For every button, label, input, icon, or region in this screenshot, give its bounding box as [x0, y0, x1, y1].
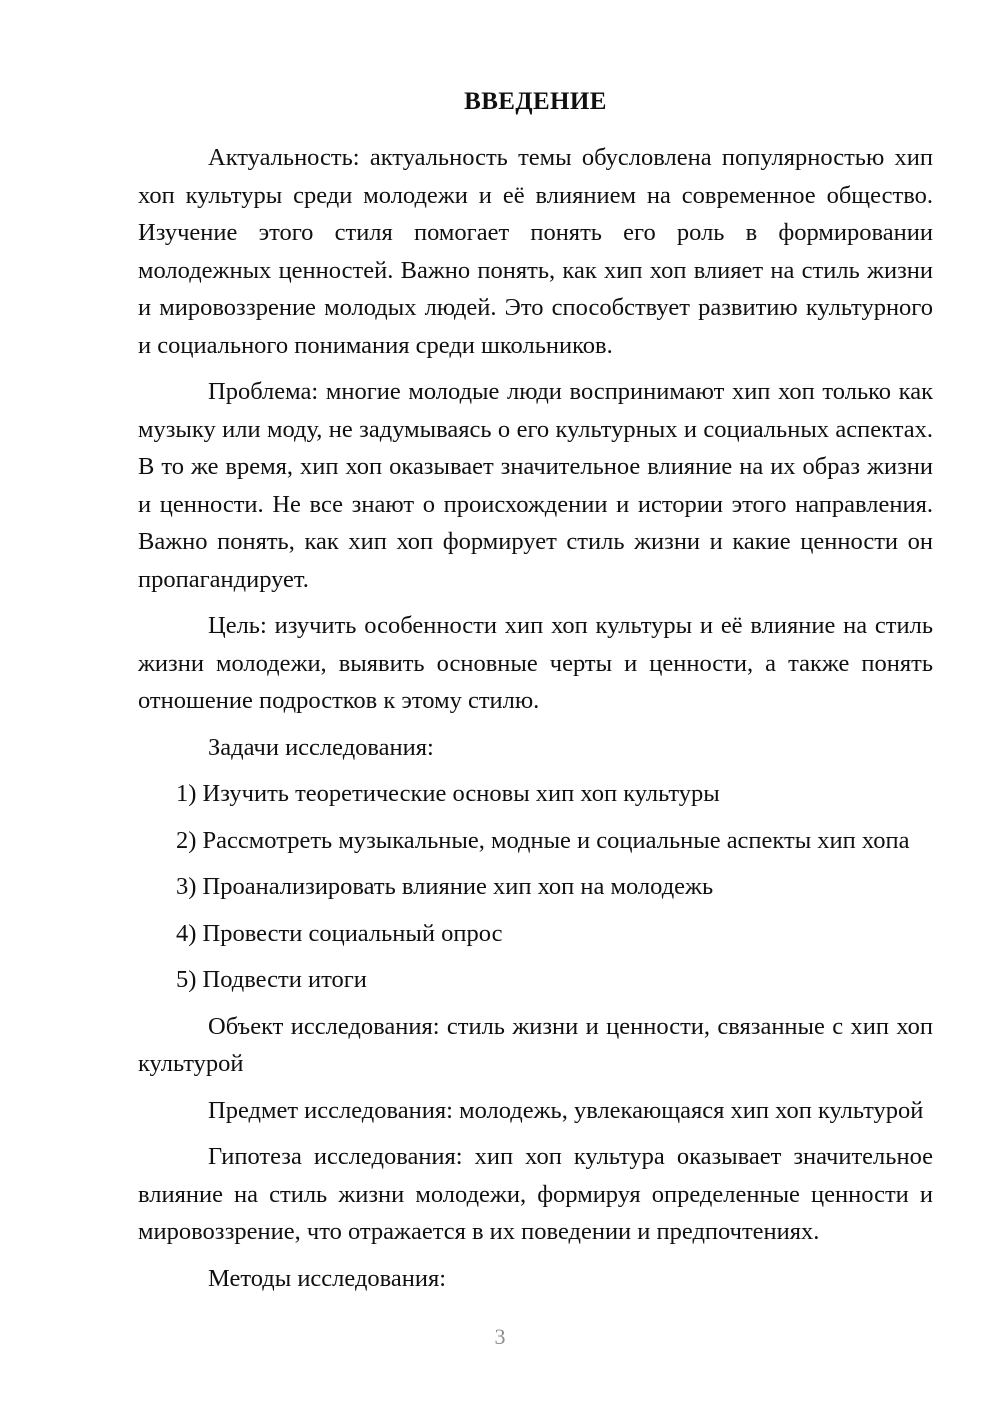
list-item: 4) Провести социальный опрос	[176, 919, 503, 947]
list-item: 5) Подвести итоги	[176, 966, 367, 994]
list-item: 3) Проанализировать влияние хип хоп на молодежь	[176, 873, 714, 901]
methods-heading: Методы исследования:	[208, 1264, 447, 1292]
page-content	[138, 86, 933, 1306]
tasks-list	[138, 775, 933, 999]
list-item: 1) Изучить теоретические основы хип хоп культуры	[176, 780, 720, 808]
paragraph-problem: Проблема: многие молодые люди воспринимают хип хоп только как музыку или моду, не задумываясь о его культурных и социальных аспектах. В то же время, хип хоп оказывает значительное влияние на их образ жизни и ценности. Не все знают о происхождении и истории этого направления. Важно понять, как хип хоп формирует стиль жизни и какие ценности он пропагандирует.	[138, 378, 933, 593]
paragraph-hypothesis: Гипотеза исследования: хип хоп культура оказывает значительное влияние на стиль жизни молодежи, формируя определенные ценности и мировоззрение, что отражается в их поведении и предпочтениях.	[138, 1143, 933, 1246]
paragraph-subject: Предмет исследования: молодежь, увлекающаяся хип хоп культурой	[208, 1096, 924, 1124]
page-number: 3	[494, 1324, 506, 1349]
paragraph-goal: Цель: изучить особенности хип хоп культуры и её влияние на стиль жизни молодежи, выявить основные черты и ценности, а также понять отношение подростков к этому стилю.	[138, 612, 933, 715]
list-item: 2) Рассмотреть музыкальные, модные и социальные аспекты хип хопа	[176, 826, 910, 854]
tasks-heading: Задачи исследования:	[208, 733, 434, 761]
page-title: ВВЕДЕНИЕ	[464, 88, 607, 115]
paragraph-object: Объект исследования: стиль жизни и ценности, связанные с хип хоп культурой	[138, 1012, 933, 1078]
paragraph-relevance: Актуальность: актуальность темы обусловлена популярностью хип хоп культуры среди молодежи и её влиянием на современное общество. Изучение этого стиля помогает понять его роль в формировании молодежных ценностей. Важно понять, как хип хоп влияет на стиль жизни и мировоззрение молодых людей. Это способствует развитию культурного и социального понимания среди школьников.	[138, 144, 933, 359]
